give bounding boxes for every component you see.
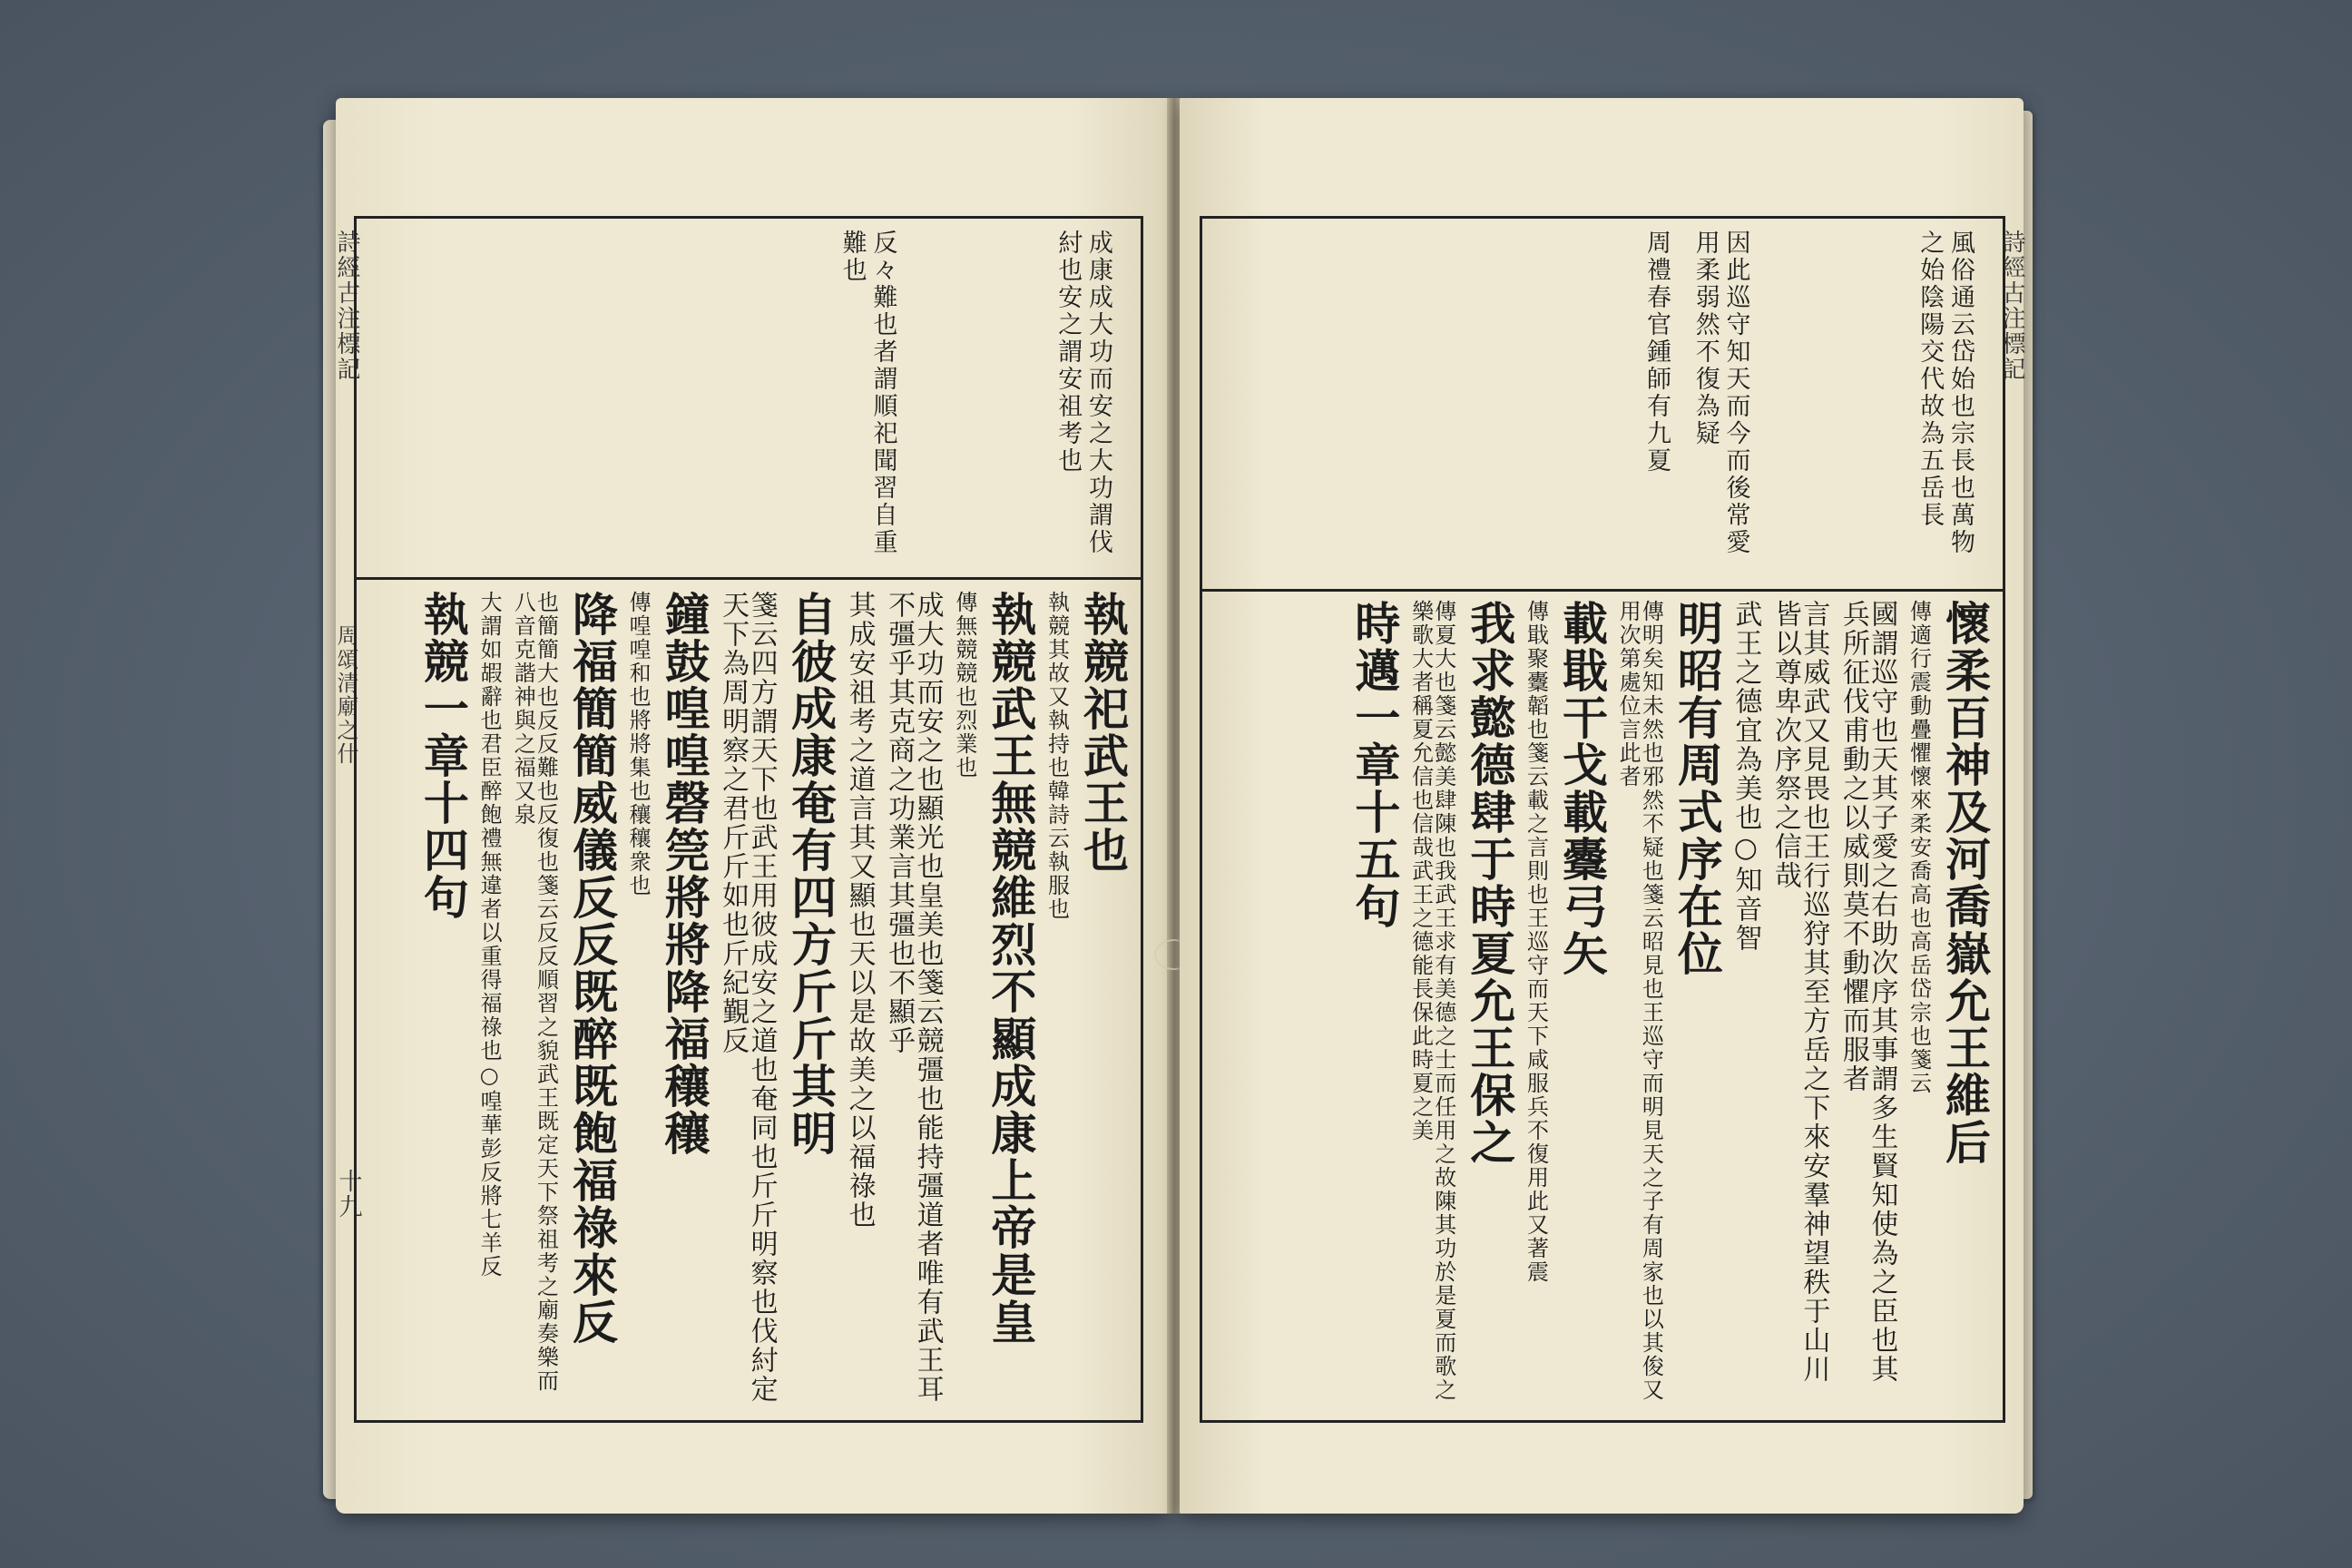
body-column: 箋云四方謂天下也武王用彼成安之道也奄同也斤斤明察也伐紂定天下為周明察之君斤斤如也斤紀覲反 — [717, 591, 778, 1404]
head-note: 風俗通云岱始也宗長也萬物之始陰陽交代故為五岳長 — [1916, 230, 1975, 556]
body-column: 明昭有周式序在位 — [1670, 600, 1724, 977]
body-column: 傳戢聚櫜韜也箋云載之言則也王巡守而天下咸服兵不復用此又著震 — [1523, 600, 1549, 1284]
body-column: 大謂如嘏辭也君臣醉飽禮無違者以重得福祿也○喤華彭反將七羊反 — [476, 591, 503, 1279]
body-column: 執競其故又執持也韓詩云執服也 — [1044, 591, 1070, 921]
body-column: 傳無競競也烈業也 — [951, 591, 977, 779]
body-column: 其成安祖考之道言其又顯也天以是故美之以福祿也 — [843, 591, 876, 1230]
body-column: 傳明矣知未然也邪然不疑也箋云昭見也王巡守而明見天之子有周家也以其俊又用次第處位言此者 — [1615, 600, 1664, 1402]
head-note: 周禮春官鍾師有九夏 — [1642, 230, 1671, 475]
left-page — [333, 98, 1169, 1514]
body-column: 降福簡簡威儀反反既醉既飽福祿來反 — [564, 591, 619, 1346]
body-column: 言其威武又見畏也王行巡狩其至方岳之下來安羣神望秩于山川皆以尊卑次序祭之信哉 — [1769, 600, 1830, 1384]
left-body-columns — [369, 591, 1132, 1407]
body-column: 國謂巡守也天其子愛之右助次序其事謂多生賢知使為之臣也其兵所征伐甫動之以威則莫不動懼而服者 — [1837, 600, 1898, 1384]
right-head-notes — [1222, 230, 1984, 565]
left-folio-number: 十九 — [335, 1169, 362, 1220]
body-column: 載戢干戈載櫜弓矢 — [1554, 600, 1609, 977]
left-head-notes — [378, 230, 1122, 565]
body-column: 懷柔百神及河喬嶽允王維后 — [1938, 600, 1992, 1166]
right-text-frame — [1200, 216, 2005, 1423]
left-register-divider — [357, 577, 1141, 580]
body-column: 傳喤喤和也將將集也穰穰衆也 — [625, 591, 652, 897]
left-margin-title: 詩經古注標記 — [333, 230, 360, 382]
body-column: 也簡簡大也反反難也反復也箋云反反順習之貌武王既定天下祭祖考之廟奏樂而八音克諧神與之福又泉 — [510, 591, 559, 1393]
right-margin-title: 詩經古注標記 — [1998, 230, 2025, 382]
left-text-frame — [354, 216, 1143, 1423]
body-column: 鐘鼓喤喤磬筦將將降福穰穰 — [657, 591, 711, 1157]
body-column: 武王之德宜為美也○知音智 — [1730, 600, 1762, 953]
body-column: 執競一章十四句 — [416, 591, 470, 921]
right-register-divider — [1202, 589, 2003, 592]
head-note: 因此巡守知天而今而後常愛用柔弱然不復為疑 — [1690, 230, 1750, 556]
left-margin-section: 周頌清廟之什 — [333, 624, 358, 766]
body-column: 我求懿德肆于時夏允王保之 — [1463, 600, 1517, 1166]
body-column: 時邁一章十五句 — [1348, 600, 1402, 930]
body-column: 自彼成康奄有四方斤斤其明 — [784, 591, 838, 1157]
head-note: 反々難也者謂順祀聞習自重難也 — [838, 230, 897, 556]
body-column: 執競武王無競維烈不顯成康上帝是皇 — [984, 591, 1038, 1346]
body-column: 傳夏大也箋云懿美肆陳也我武王求有美德之士而任用之故陳其功於是夏而歌之樂歌大者稱夏允信也信哉武王之德能長保此時夏之美 — [1407, 600, 1456, 1402]
body-column: 傳適行震動疊懼懷來柔安喬高也高岳岱宗也箋云 — [1906, 600, 1932, 1095]
right-body-columns — [1213, 600, 1994, 1407]
body-column: 成大功而安之也顯光也皇美也箋云競彊也能持彊道者唯有武王耳不彊乎其克商之功業言其彊也不顯乎 — [883, 591, 944, 1404]
right-page — [1180, 98, 2024, 1514]
head-note: 成康成大功而安之大功謂伐紂也安之謂安祖考也 — [1054, 230, 1112, 556]
body-column: 執競祀武王也 — [1076, 591, 1130, 874]
